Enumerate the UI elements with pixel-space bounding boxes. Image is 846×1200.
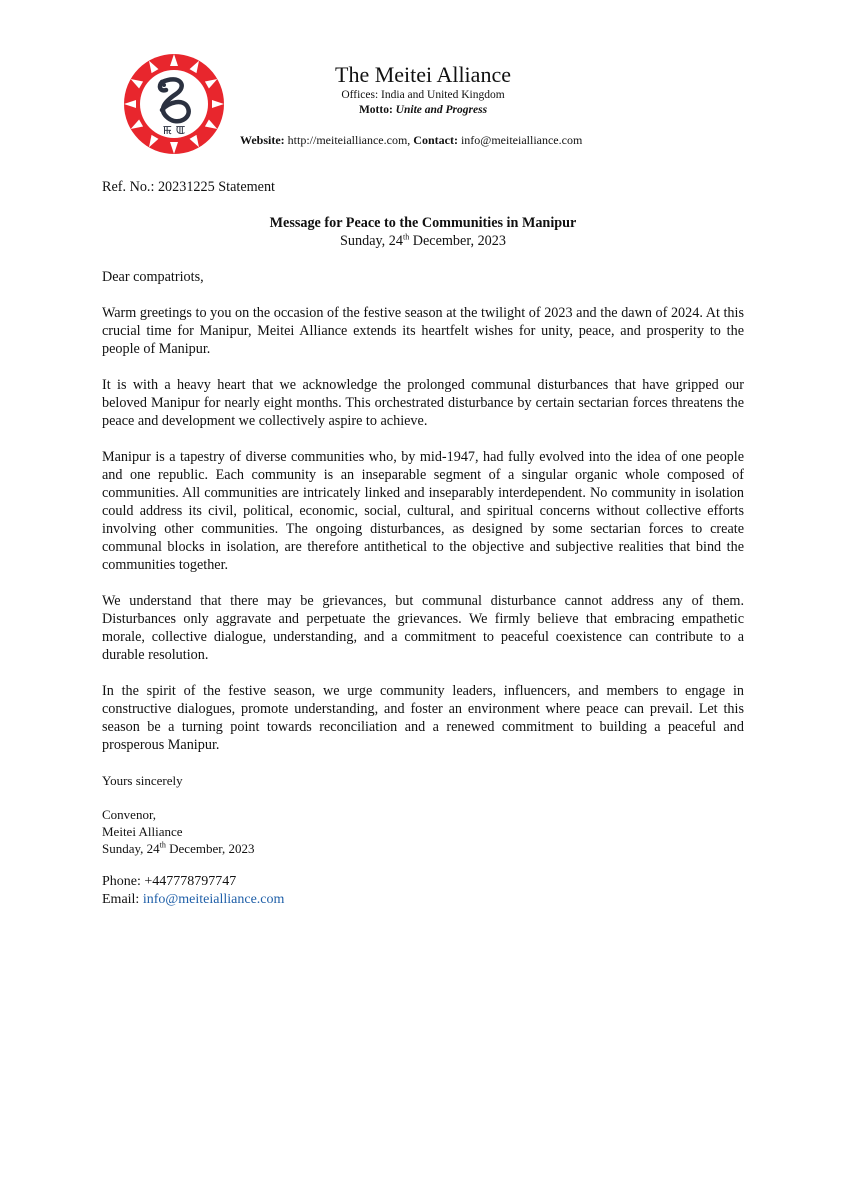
subject-block — [102, 214, 744, 250]
contact-label: Contact: — [413, 133, 458, 147]
letterhead — [0, 0, 846, 175]
signature-date: Sunday, 24th December, 2023 — [102, 840, 255, 856]
org-offices: Offices: India and United Kingdom — [341, 89, 505, 101]
contact-block — [102, 873, 744, 909]
org-motto: Motto: Unite and Progress — [358, 104, 488, 116]
signature-block — [102, 806, 744, 857]
org-name: The Meitei Alliance — [335, 62, 511, 87]
subject-title: Message for Peace to the Communities in Manipur — [269, 215, 577, 231]
paragraph: Warm greetings to you on the occasion of the festive season at the twilight of 2023 and the dawn of 2024. At this crucial time for Manipur, Meitei Alliance extends its heartfelt wishes for unity, peace, and prosperity to the people of Manipur. — [102, 305, 744, 357]
paragraph: We understand that there may be grievances, but communal disturbance cannot address any of them. Disturbances only aggravate and perpetuate the grievances. We firmly believe that embracing empathetic morale, collective dialogue, understanding, and a commitment to peaceful coexistence can contribute to a durable resolution. — [102, 593, 744, 663]
email-line: Email: info@meiteialliance.com — [102, 892, 285, 907]
email-link[interactable]: info@meiteialliance.com — [142, 892, 285, 907]
subject-date: Sunday, 24th December, 2023 — [340, 232, 506, 249]
letter-body — [102, 178, 744, 909]
closing: Yours sincerely — [102, 773, 183, 788]
signature-org: Meitei Alliance — [102, 824, 183, 839]
phone-number: Phone: +447778797747 — [102, 874, 237, 889]
greeting: Dear compatriots, — [102, 269, 204, 285]
letterhead-contact — [240, 133, 582, 148]
paragraph: Manipur is a tapestry of diverse communities who, by mid-1947, had fully evolved into the idea of one people and one republic. Each community is an inseparable segment of a singular organic whole composed of communities. All communities are intricately linked and inseparably interdependent. No community in isolation could address its civil, political, economic, social, cultural, and spiritual concerns without collective efforts involving other communities. The ongoing disturbances, as designed by some sectarian forces to create communal blocks in isolation, are therefore antithetical to the objective and subjective realities that bind the communities together. — [102, 449, 744, 573]
reference-number: Ref. No.: 20231225 Statement — [102, 179, 275, 195]
signature-title: Convenor, — [102, 807, 156, 822]
meitei-alliance-logo — [122, 52, 226, 156]
website-label: Website: — [240, 133, 285, 147]
svg-text:ꯃ ꯑ: ꯃ ꯑ — [162, 123, 186, 137]
paragraph: It is with a heavy heart that we acknowledge the prolonged communal disturbances that have gripped our beloved Manipur for nearly eight months. This orchestrated disturbance by certain sectarian forces threatens the peace and development we collectively aspire to achieve. — [102, 377, 744, 429]
paragraph: In the spirit of the festive season, we urge community leaders, influencers, and members to engage in constructive dialogues, promote understanding, and foster an environment where peace can prevail. Let this season be a turning point towards reconciliation and a renewed commitment to building a peaceful and prosperous Manipur. — [102, 683, 744, 753]
contact-email[interactable]: info@meiteialliance.com — [460, 133, 583, 147]
website-link[interactable]: http://meiteialliance.com, — [287, 133, 411, 147]
org-info — [240, 62, 606, 118]
